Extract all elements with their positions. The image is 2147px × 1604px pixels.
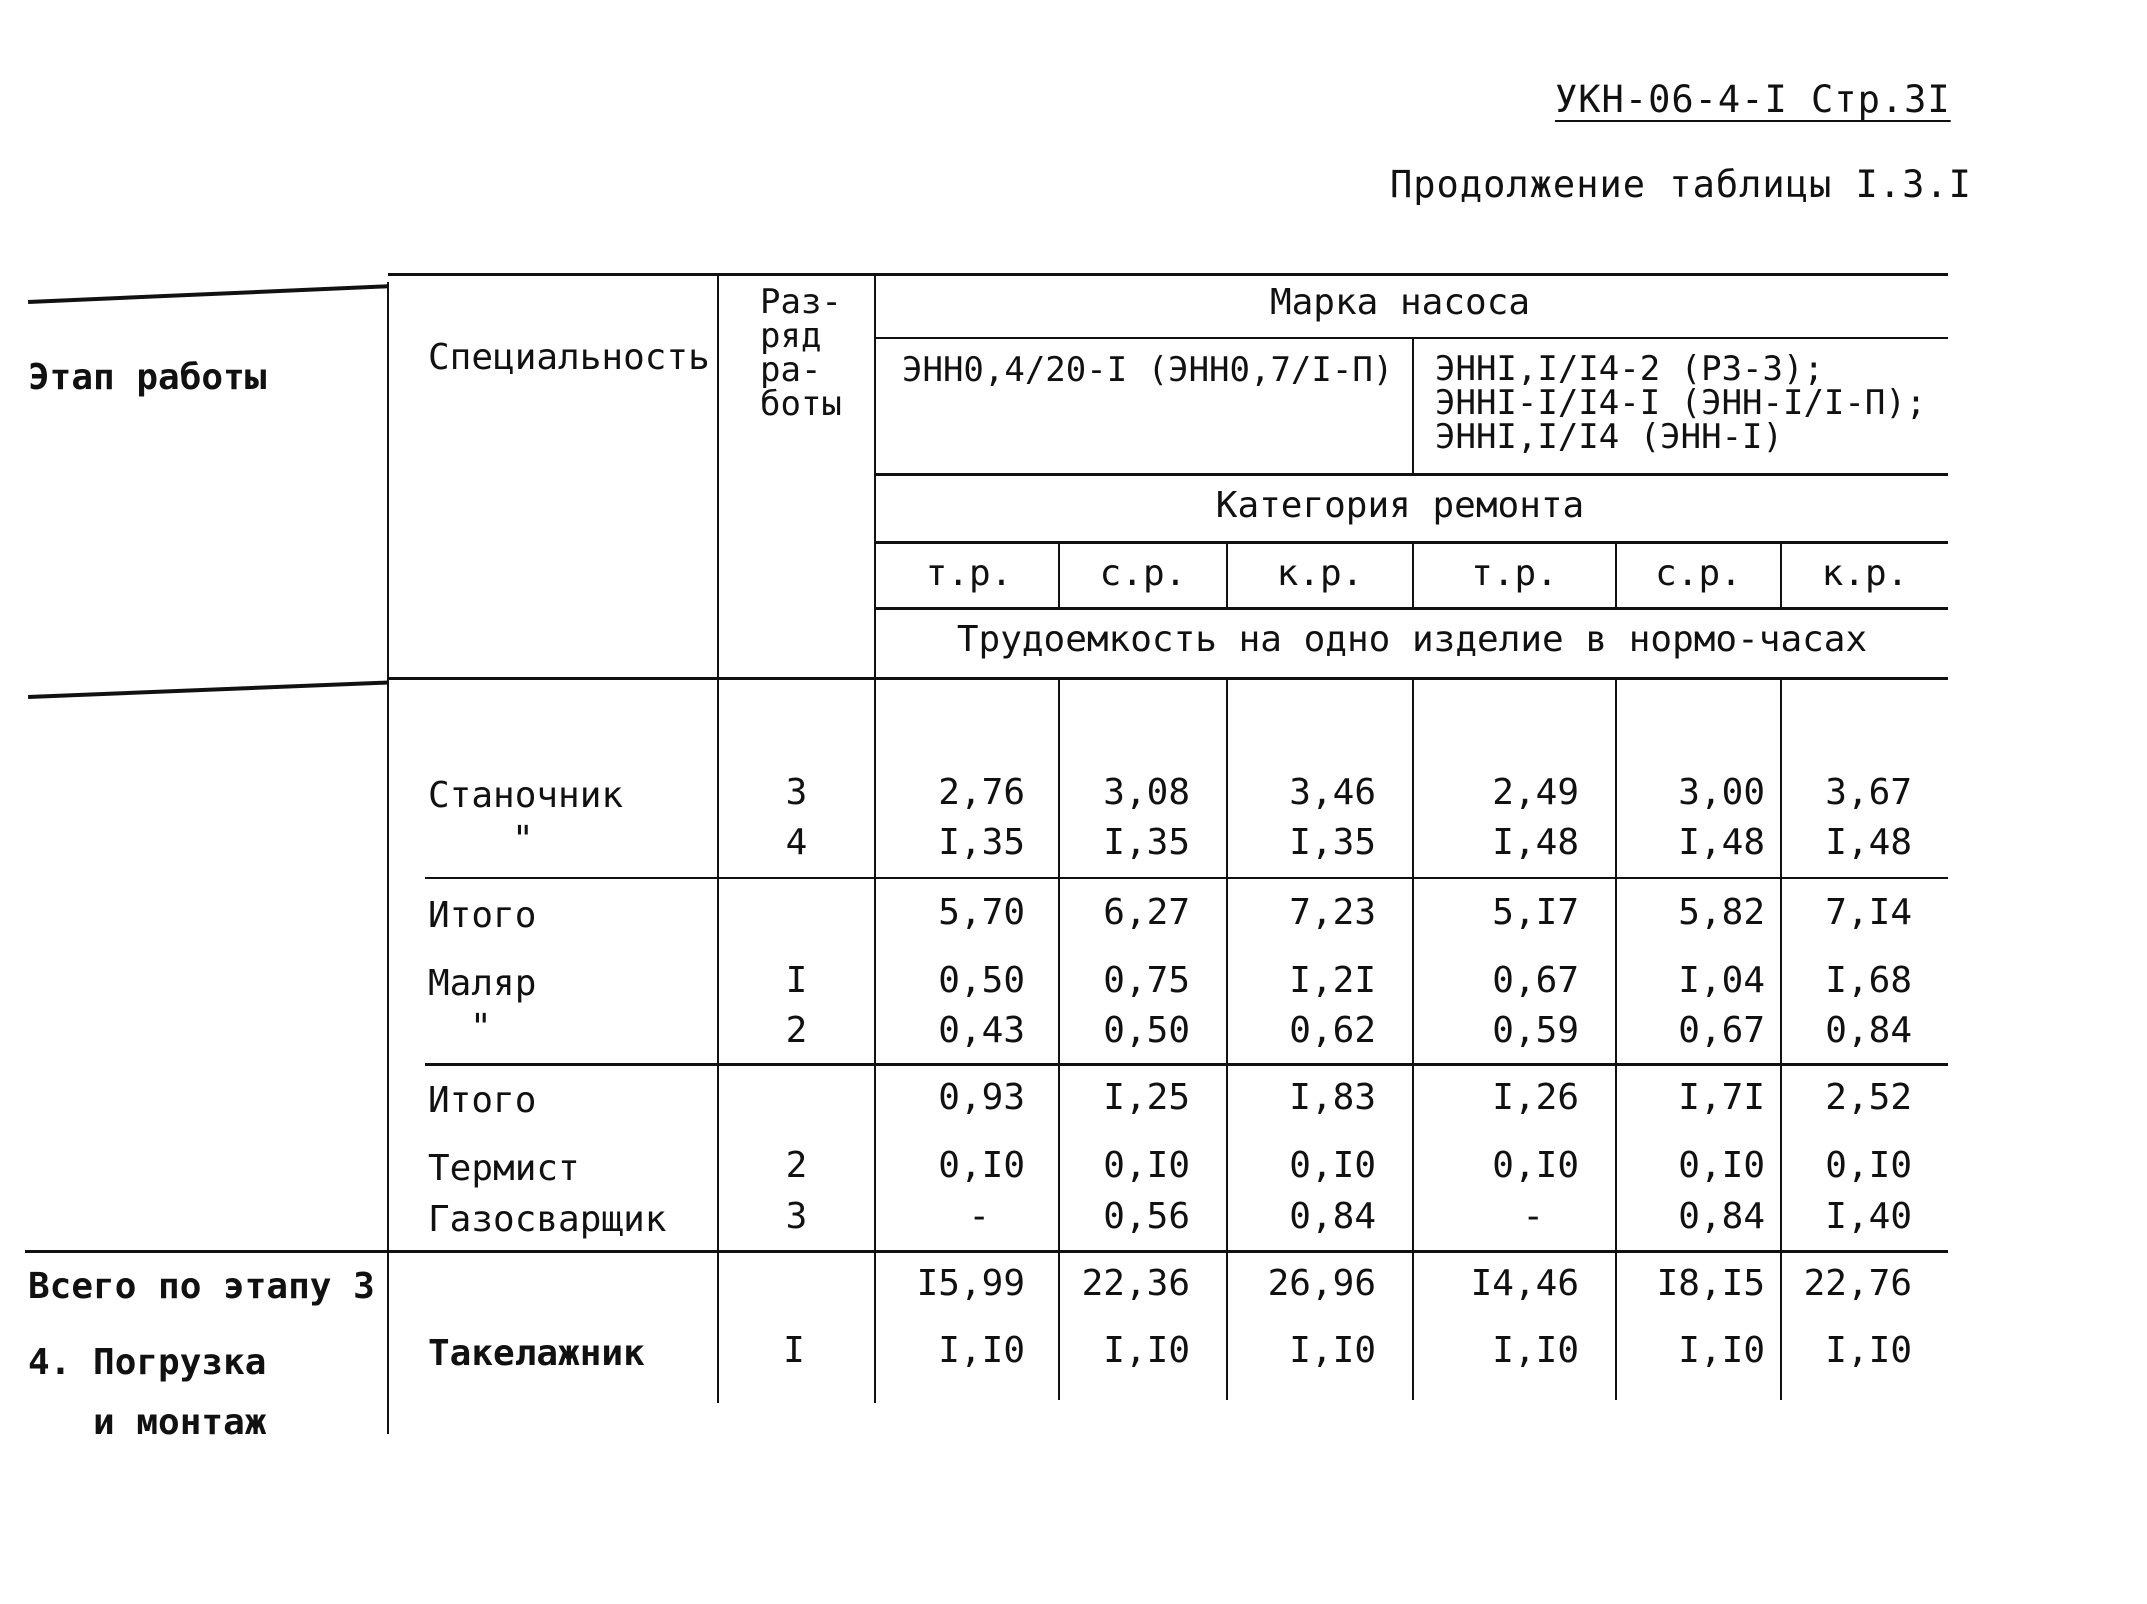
- row-value: 7,23: [1289, 892, 1376, 933]
- header-rule-left: [28, 681, 388, 699]
- row-value: 0,84: [1825, 1010, 1912, 1051]
- row-value: 3,46: [1289, 772, 1376, 813]
- row-value: 6,27: [1103, 892, 1190, 933]
- row-value: -: [968, 1196, 990, 1237]
- row-value: 2,52: [1825, 1077, 1912, 1118]
- row-value: 0,I0: [1825, 1145, 1912, 1186]
- header-rule: [388, 677, 1948, 680]
- subtotal-rule-1: [425, 877, 1948, 879]
- row-value: 0,50: [1103, 1010, 1190, 1051]
- row-value: 0,I0: [1492, 1145, 1579, 1186]
- row-grade: 2: [785, 1010, 808, 1051]
- row-value: I,35: [938, 822, 1025, 863]
- header-specialty: Специальность: [428, 337, 710, 378]
- row-value: 0,I0: [1289, 1145, 1376, 1186]
- row-value: 0,43: [938, 1010, 1025, 1051]
- row-value: 0,62: [1289, 1010, 1376, 1051]
- row-specialty: Газосварщик: [428, 1199, 667, 1240]
- row-stage: Всего по этапу 3: [28, 1266, 375, 1307]
- row-value: 3,08: [1103, 772, 1190, 813]
- row-value: 0,93: [938, 1077, 1025, 1118]
- header-category-6: к.р.: [1821, 553, 1909, 594]
- row-value: I8,I5: [1656, 1263, 1765, 1304]
- row-specialty: Маляр: [428, 963, 537, 1004]
- row-value: I4,46: [1470, 1263, 1579, 1304]
- row-value: I,68: [1825, 960, 1912, 1001]
- row-value: I,26: [1492, 1077, 1579, 1118]
- row-grade: 3: [785, 1196, 808, 1237]
- row-value: I,40: [1825, 1196, 1912, 1237]
- header-pump-brand: Марка насоса: [1269, 282, 1531, 323]
- row-value: 22,36: [1081, 1263, 1190, 1304]
- row-value: I,I0: [1289, 1330, 1376, 1371]
- row-specialty: Итого: [428, 1080, 537, 1121]
- row-specialty: Итого: [428, 895, 537, 936]
- row-value: 0,59: [1492, 1010, 1579, 1051]
- row-grade: 2: [785, 1145, 808, 1186]
- vline-group-split-head: [1412, 337, 1414, 473]
- row-value: 7,I4: [1825, 892, 1912, 933]
- row-specialty: ": [470, 1007, 492, 1048]
- row-value: I,I0: [1678, 1330, 1765, 1371]
- row-value: 0,84: [1289, 1196, 1376, 1237]
- row-value: I,83: [1289, 1077, 1376, 1118]
- row-specialty: Термист: [428, 1148, 580, 1189]
- row-value: I,I0: [1103, 1330, 1190, 1371]
- row-value: 5,70: [938, 892, 1025, 933]
- category-cells-rule: [875, 607, 1948, 610]
- row-value: 0,84: [1678, 1196, 1765, 1237]
- row-value: 26,96: [1267, 1263, 1376, 1304]
- row-grade: I: [783, 1330, 805, 1371]
- row-value: 5,I7: [1492, 892, 1579, 933]
- row-grade: 4: [785, 822, 808, 863]
- row-value: I,48: [1492, 822, 1579, 863]
- row-value: 2,49: [1492, 772, 1579, 813]
- row-value: 3,67: [1825, 772, 1912, 813]
- header-category-1: т.р.: [925, 553, 1013, 594]
- document-code-page: УКН-06-4-I Стр.3I: [1555, 78, 1951, 121]
- row-grade: 3: [785, 772, 808, 813]
- row-value: I,7I: [1678, 1077, 1765, 1118]
- row-stage: 4. Погрузка и монтаж: [28, 1342, 267, 1443]
- header-labor-intensity: Трудоемкость на одно изделие в нормо-часах: [956, 619, 1868, 660]
- brand-groups-rule: [875, 473, 1948, 476]
- header-repair-category: Категория ремонта: [1215, 485, 1585, 526]
- header-pump-group-2: ЭННI,I/I4-2 (РЗ-3); ЭННI-I/I4-I (ЭНН-I/I-П); ЭННI,I/I4 (ЭНН-I): [1435, 349, 1927, 457]
- table-continuation-title: Продолжение таблицы I.3.I: [1390, 163, 1972, 206]
- header-grade: Раз- ряд ра- боты: [760, 282, 842, 424]
- header-category-2: с.р.: [1099, 553, 1187, 594]
- header-category-5: с.р.: [1655, 553, 1742, 594]
- row-value: I,I0: [1825, 1330, 1912, 1371]
- row-value: 0,I0: [938, 1145, 1025, 1186]
- row-value: 0,67: [1678, 1010, 1765, 1051]
- vline-stage: [387, 282, 389, 1434]
- header-stage: Этап работы: [28, 357, 267, 398]
- row-value: I5,99: [916, 1263, 1025, 1304]
- row-value: I,04: [1678, 960, 1765, 1001]
- row-value: I,2I: [1289, 960, 1376, 1001]
- row-value: 5,82: [1678, 892, 1765, 933]
- header-category-3: к.р.: [1276, 553, 1364, 594]
- row-value: I,I0: [1492, 1330, 1579, 1371]
- row-value: 3,00: [1678, 772, 1765, 813]
- row-value: 0,I0: [1103, 1145, 1190, 1186]
- subtotal-rule-2: [425, 1063, 1948, 1066]
- row-value: I,I0: [938, 1330, 1025, 1371]
- row-value: 0,50: [938, 960, 1025, 1001]
- row-value: I,48: [1678, 822, 1765, 863]
- row-grade: I: [785, 960, 808, 1001]
- row-value: 0,I0: [1678, 1145, 1765, 1186]
- row-value: I,25: [1103, 1077, 1190, 1118]
- top-rule-left: [28, 284, 388, 304]
- row-value: 0,67: [1492, 960, 1579, 1001]
- row-value: 0,56: [1103, 1196, 1190, 1237]
- header-category-4: т.р.: [1471, 553, 1558, 594]
- row-value: I,48: [1825, 822, 1912, 863]
- row-value: I,35: [1103, 822, 1190, 863]
- row-value: I,35: [1289, 822, 1376, 863]
- row-specialty: Станочник: [428, 775, 624, 816]
- vline-grade: [874, 273, 876, 1403]
- stage-total-rule: [25, 1250, 1948, 1253]
- row-specialty: ": [512, 819, 534, 860]
- row-value: -: [1522, 1196, 1544, 1237]
- row-specialty: Такелажник: [428, 1333, 645, 1374]
- row-value: 22,76: [1803, 1263, 1912, 1304]
- top-rule: [388, 273, 1948, 276]
- row-value: 2,76: [938, 772, 1025, 813]
- row-value: 0,75: [1103, 960, 1190, 1001]
- header-pump-group-1: ЭНН0,4/20-I (ЭНН0,7/I-П): [902, 350, 1394, 390]
